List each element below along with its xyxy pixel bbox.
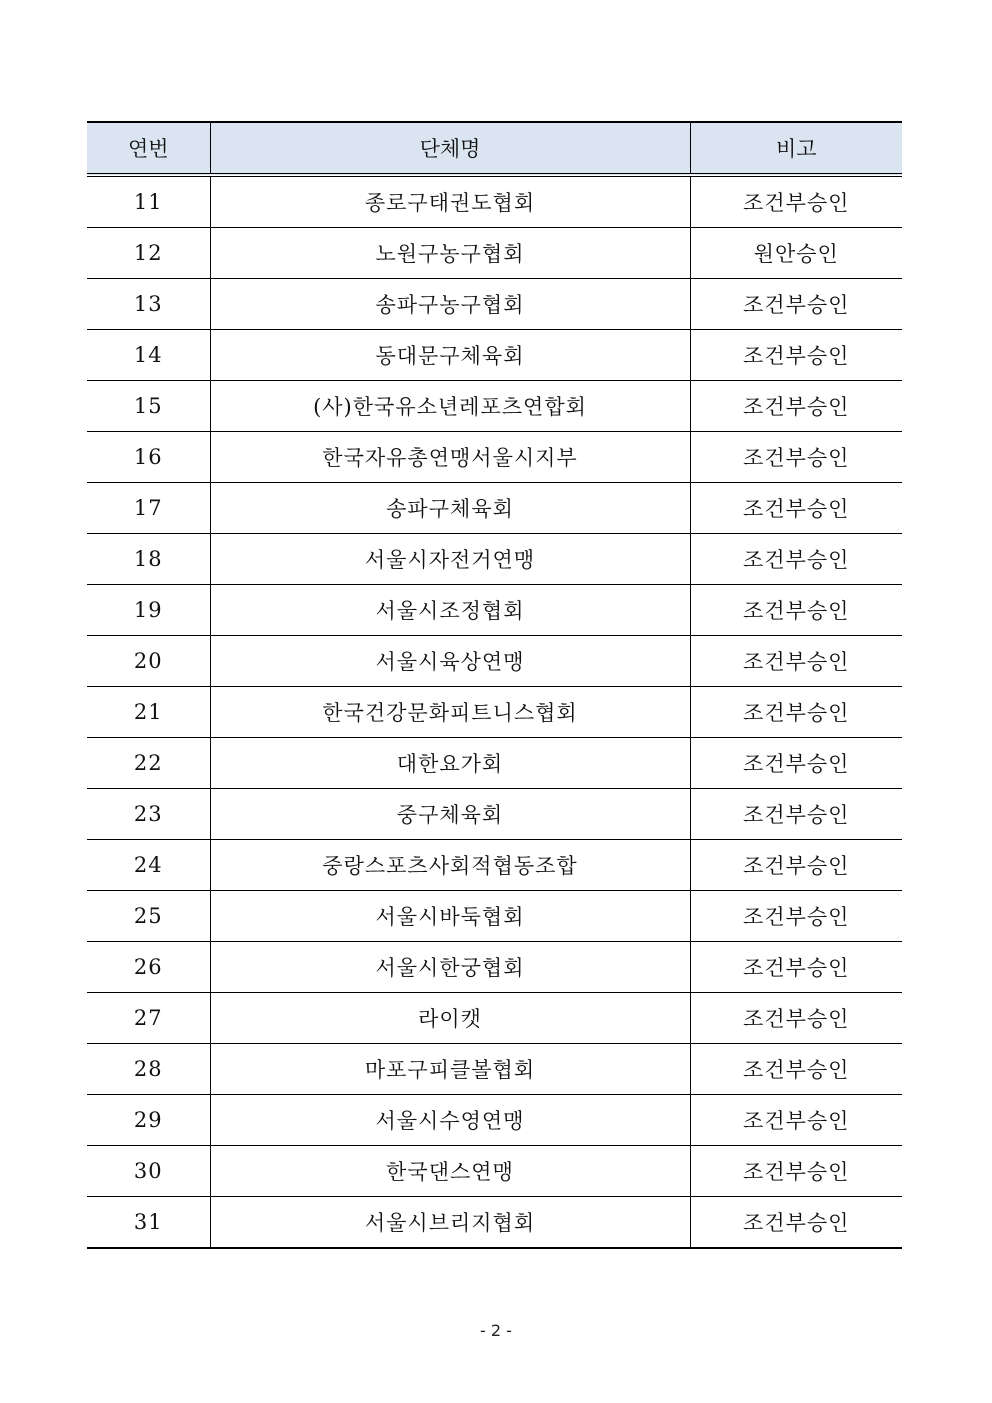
serial-number-cell: 13 [87,279,210,330]
organization-name-cell: 한국댄스연맹 [210,1146,690,1197]
remarks-cell: 조건부승인 [690,175,902,228]
remarks-cell: 조건부승인 [690,687,902,738]
table-row [87,585,902,636]
page-number: - 2 - [480,1321,512,1340]
organization-name-cell: 서울시브리지협회 [210,1197,690,1249]
remarks-cell: 조건부승인 [690,381,902,432]
remarks-cell: 조건부승인 [690,942,902,993]
table-row [87,432,902,483]
remarks-cell: 조건부승인 [690,330,902,381]
table-row [87,687,902,738]
remarks-cell: 조건부승인 [690,636,902,687]
serial-number-cell: 17 [87,483,210,534]
organization-name-cell: 라이캣 [210,993,690,1044]
table-row [87,840,902,891]
remarks-cell: 조건부승인 [690,534,902,585]
table-row [87,483,902,534]
table-row [87,891,902,942]
remarks-cell: 원안승인 [690,228,902,279]
organization-name-cell: 서울시바둑협회 [210,891,690,942]
organization-name-cell: 송파구농구협회 [210,279,690,330]
serial-number-cell: 23 [87,789,210,840]
table-row [87,1146,902,1197]
organization-name-cell: 마포구피클볼협회 [210,1044,690,1095]
table-header [87,122,902,175]
table-row [87,330,902,381]
serial-number-cell: 26 [87,942,210,993]
remarks-cell: 조건부승인 [690,483,902,534]
organization-table-container [87,121,902,1249]
organization-name-cell: 한국건강문화피트니스협회 [210,687,690,738]
remarks-cell: 조건부승인 [690,738,902,789]
organization-name-cell: 한국자유총연맹서울시지부 [210,432,690,483]
serial-number-cell: 15 [87,381,210,432]
organization-name-cell: 서울시조정협회 [210,585,690,636]
serial-number-cell: 22 [87,738,210,789]
organization-name-cell: 중랑스포츠사회적협동조합 [210,840,690,891]
serial-number-cell: 18 [87,534,210,585]
table-row [87,279,902,330]
serial-number-cell: 25 [87,891,210,942]
remarks-cell: 조건부승인 [690,1044,902,1095]
table-row [87,1095,902,1146]
table-row [87,738,902,789]
serial-number-cell: 31 [87,1197,210,1249]
serial-number-cell: 21 [87,687,210,738]
serial-number-cell: 24 [87,840,210,891]
table-row [87,381,902,432]
table-row [87,175,902,228]
organization-name-cell: 종로구태권도협회 [210,175,690,228]
table-row [87,1197,902,1249]
table-row [87,993,902,1044]
organization-name-cell: 서울시한궁협회 [210,942,690,993]
serial-number-cell: 12 [87,228,210,279]
remarks-cell: 조건부승인 [690,1146,902,1197]
remarks-cell: 조건부승인 [690,1197,902,1249]
table-row [87,789,902,840]
remarks-cell: 조건부승인 [690,1095,902,1146]
serial-number-cell: 29 [87,1095,210,1146]
serial-number-cell: 27 [87,993,210,1044]
table-row [87,1044,902,1095]
remarks-cell: 조건부승인 [690,279,902,330]
serial-number-cell: 20 [87,636,210,687]
organization-name-cell: 서울시육상연맹 [210,636,690,687]
organization-name-cell: 서울시수영연맹 [210,1095,690,1146]
remarks-cell: 조건부승인 [690,585,902,636]
table-row [87,942,902,993]
organization-name-cell: 대한요가회 [210,738,690,789]
organization-name-cell: 송파구체육회 [210,483,690,534]
table-body [87,175,902,1248]
organization-table [87,121,902,1249]
organization-name-cell: 중구체육회 [210,789,690,840]
remarks-cell: 조건부승인 [690,789,902,840]
serial-number-cell: 16 [87,432,210,483]
table-row [87,228,902,279]
remarks-cell: 조건부승인 [690,891,902,942]
header-organization-name: 단체명 [210,122,690,175]
serial-number-cell: 19 [87,585,210,636]
table-row [87,534,902,585]
remarks-cell: 조건부승인 [690,432,902,483]
header-remarks: 비고 [690,122,902,175]
serial-number-cell: 28 [87,1044,210,1095]
organization-name-cell: (사)한국유소년레포츠연합회 [210,381,690,432]
remarks-cell: 조건부승인 [690,993,902,1044]
remarks-cell: 조건부승인 [690,840,902,891]
serial-number-cell: 30 [87,1146,210,1197]
table-row [87,636,902,687]
serial-number-cell: 14 [87,330,210,381]
organization-name-cell: 노원구농구협회 [210,228,690,279]
header-serial-number: 연번 [87,122,210,175]
organization-name-cell: 동대문구체육회 [210,330,690,381]
serial-number-cell: 11 [87,175,210,228]
organization-name-cell: 서울시자전거연맹 [210,534,690,585]
header-row [87,122,902,175]
